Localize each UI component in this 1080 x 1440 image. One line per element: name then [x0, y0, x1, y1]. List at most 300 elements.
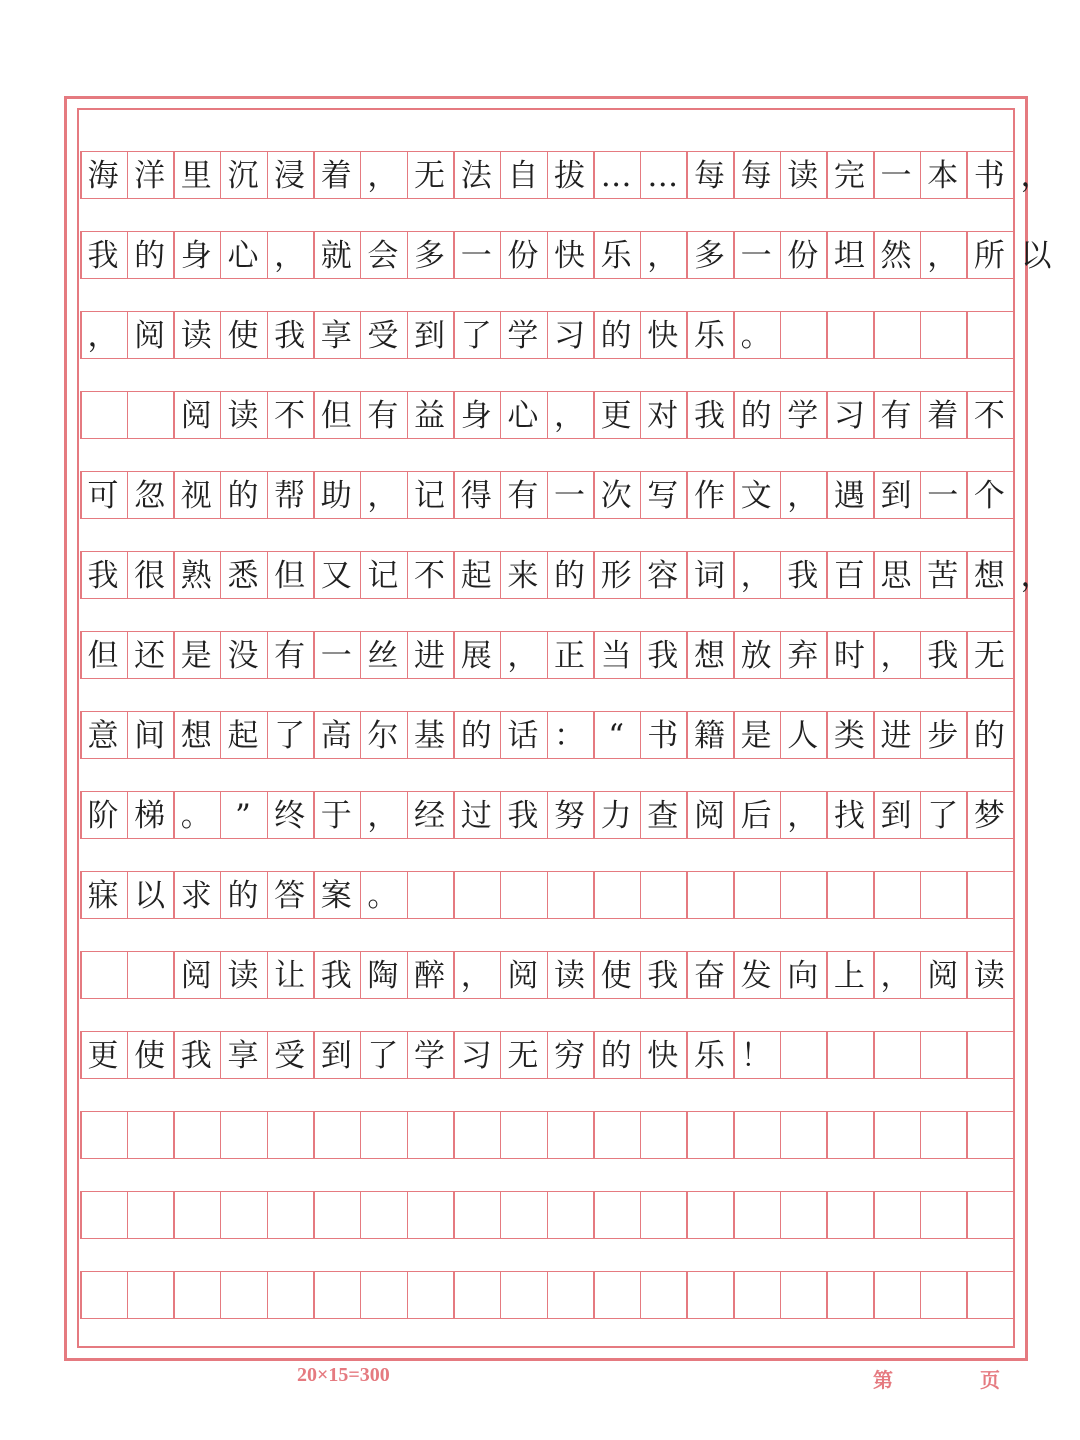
grid-char: 沉 — [227, 158, 259, 194]
grid-char: 还 — [134, 638, 166, 674]
cell-divider — [593, 1272, 595, 1318]
grid-char: 一 — [554, 478, 585, 514]
grid-char: 读 — [554, 958, 585, 994]
grid-row — [80, 551, 1052, 599]
grid-char: 查 — [647, 798, 679, 834]
cell-divider — [920, 1192, 922, 1238]
grid-char: 以 — [134, 878, 166, 914]
grid-char — [80, 952, 126, 1000]
grid-char: 我 — [274, 318, 306, 354]
grid-char: 案 — [320, 878, 352, 914]
grid-row — [80, 631, 1013, 679]
cell-divider — [826, 1032, 828, 1078]
grid-row — [80, 871, 1013, 919]
grid-char: 一 — [927, 478, 959, 514]
grid-char: ， — [880, 958, 912, 994]
grid-char: 书 — [973, 158, 1005, 194]
grid-char: 本 — [927, 158, 959, 194]
grid-char: 自 — [507, 158, 539, 194]
grid-char: 我 — [87, 238, 119, 274]
grid-char: 忽 — [134, 478, 166, 514]
grid-char: 的 — [460, 718, 492, 754]
grid-char: 。 — [367, 878, 399, 914]
cell-divider — [686, 1192, 688, 1238]
cell-divider — [640, 1112, 642, 1158]
grid-row — [80, 1191, 1013, 1239]
grid-char: 里 — [180, 158, 212, 194]
grid-char: 受 — [367, 318, 399, 354]
cell-divider — [966, 1032, 968, 1078]
cell-divider — [640, 1192, 642, 1238]
grid-char: ， — [274, 238, 306, 274]
cell-divider — [267, 1192, 269, 1238]
grid-char: 到 — [320, 1038, 352, 1074]
grid-char: 法 — [460, 158, 492, 194]
grid-char: 悉 — [227, 558, 259, 594]
grid-char: 梦 — [973, 798, 1005, 834]
grid-char: 心 — [227, 238, 259, 274]
cell-divider — [966, 1272, 968, 1318]
grid-char: 次 — [600, 478, 632, 514]
grid-char: 更 — [600, 398, 632, 434]
grid-char: 百 — [833, 558, 865, 594]
grid-char: 帮 — [274, 478, 306, 514]
cell-divider — [966, 1192, 968, 1238]
cell-divider — [686, 1272, 688, 1318]
grid-char: 习 — [833, 398, 865, 434]
cell-divider — [453, 1192, 455, 1238]
grid-char: 使 — [134, 1038, 166, 1074]
cell-divider — [1013, 792, 1015, 838]
grid-char: 人 — [787, 718, 819, 754]
cell-divider — [873, 1112, 875, 1158]
grid-char: 一 — [740, 238, 772, 274]
grid-char: 更 — [87, 1038, 119, 1074]
grid-char: 份 — [507, 238, 539, 274]
grid-row — [80, 711, 1013, 759]
cell-divider — [593, 872, 595, 918]
cell-divider — [1013, 872, 1015, 918]
grid-char — [127, 392, 173, 440]
grid-char: 享 — [320, 318, 352, 354]
grid-char: 的 — [600, 1038, 632, 1074]
grid-row — [80, 791, 1013, 839]
grid-char: 有 — [880, 398, 912, 434]
cell-divider — [407, 1192, 409, 1238]
cell-divider — [1013, 712, 1015, 758]
grid-char: 正 — [554, 638, 585, 674]
cell-divider — [500, 1272, 502, 1318]
cell-divider — [733, 1272, 735, 1318]
grid-char: 意 — [87, 718, 119, 754]
grid-count-label: 20×15=300 — [297, 1364, 390, 1386]
grid-char: ， — [507, 638, 539, 674]
page-prefix-label: 第 — [873, 1370, 893, 1392]
cell-divider — [1013, 312, 1015, 358]
cell-divider — [407, 872, 409, 918]
grid-char: 助 — [320, 478, 352, 514]
cell-divider — [686, 1112, 688, 1158]
grid-char: 就 — [320, 238, 352, 274]
grid-char: 的 — [600, 318, 632, 354]
grid-char: 阅 — [927, 958, 959, 994]
cell-divider — [920, 1112, 922, 1158]
grid-char: 梯 — [134, 798, 166, 834]
grid-char: 所 — [973, 238, 1005, 274]
grid-char: 一 — [460, 238, 492, 274]
grid-char: 我 — [180, 1038, 212, 1074]
grid-char: 我 — [927, 638, 959, 674]
grid-char: 身 — [180, 238, 212, 274]
grid-char: 发 — [740, 958, 772, 994]
grid-char: 习 — [554, 318, 585, 354]
grid-char: 无 — [973, 638, 1005, 674]
grid-char: 有 — [507, 478, 539, 514]
grid-char: 进 — [414, 638, 446, 674]
grid-char: 读 — [227, 958, 259, 994]
cell-divider — [826, 1112, 828, 1158]
grid-char: 我 — [787, 558, 819, 594]
grid-char: 想 — [180, 718, 212, 754]
grid-char: 身 — [460, 398, 492, 434]
cell-divider — [80, 1112, 82, 1158]
grid-char: 容 — [647, 558, 679, 594]
grid-char: 当 — [600, 638, 632, 674]
grid-char: 时 — [833, 638, 865, 674]
grid-char: 多 — [414, 238, 446, 274]
grid-char: 坦 — [833, 238, 865, 274]
cell-divider — [453, 1112, 455, 1158]
grid-char: 籍 — [693, 718, 725, 754]
grid-char: 类 — [833, 718, 865, 754]
grid-char: 乐 — [693, 318, 725, 354]
grid-char: 尔 — [367, 718, 399, 754]
cell-divider — [780, 872, 782, 918]
grid-char: ， — [367, 798, 399, 834]
grid-char: ， — [554, 398, 585, 434]
grid-char: 完 — [833, 158, 865, 194]
grid-char: 学 — [787, 398, 819, 434]
cell-divider — [780, 1112, 782, 1158]
grid-char: 高 — [320, 718, 352, 754]
grid-char: 每 — [693, 158, 725, 194]
cell-divider — [360, 1272, 362, 1318]
grid-char: 。 — [180, 798, 212, 834]
grid-char: 话 — [507, 718, 539, 754]
grid-char: 的 — [554, 558, 585, 594]
cell-divider — [313, 1192, 315, 1238]
grid-char: 寐 — [87, 878, 119, 914]
cell-divider — [826, 1272, 828, 1318]
cell-divider — [1013, 1032, 1015, 1078]
page-suffix-label: 页 — [980, 1370, 1000, 1392]
cell-divider — [873, 312, 875, 358]
cell-divider — [1013, 952, 1015, 998]
grid-row — [80, 1111, 1013, 1159]
grid-char: 的 — [227, 878, 259, 914]
grid-char: 对 — [647, 398, 679, 434]
cell-divider — [173, 1192, 175, 1238]
cell-divider — [640, 1272, 642, 1318]
grid-char: 着 — [927, 398, 959, 434]
grid-char: 读 — [787, 158, 819, 194]
cell-divider — [593, 1192, 595, 1238]
cell-divider — [920, 312, 922, 358]
cell-divider — [313, 1272, 315, 1318]
cell-divider — [267, 1112, 269, 1158]
cell-divider — [360, 1112, 362, 1158]
grid-char: 苦 — [927, 558, 959, 594]
cell-divider — [780, 312, 782, 358]
grid-char: 使 — [227, 318, 259, 354]
grid-char: 书 — [647, 718, 679, 754]
grid-char: 记 — [414, 478, 446, 514]
grid-char: 快 — [647, 1038, 679, 1074]
grid-char: 穷 — [554, 1038, 585, 1074]
grid-char: 不 — [414, 558, 446, 594]
grid-char: 习 — [460, 1038, 492, 1074]
grid-char: 使 — [600, 958, 632, 994]
grid-char: 求 — [180, 878, 212, 914]
grid-char: 学 — [414, 1038, 446, 1074]
grid-char: 醉 — [414, 958, 446, 994]
cell-divider — [220, 1272, 222, 1318]
grid-row — [80, 391, 1013, 439]
cell-divider — [547, 872, 549, 918]
grid-char: 了 — [460, 318, 492, 354]
grid-char: 于 — [320, 798, 352, 834]
grid-char: ， — [1020, 158, 1052, 194]
grid-char: 作 — [693, 478, 725, 514]
grid-char: 浸 — [274, 158, 306, 194]
grid-char: 阶 — [87, 798, 119, 834]
cell-divider — [966, 872, 968, 918]
cell-divider — [966, 312, 968, 358]
grid-char: ” — [235, 798, 251, 834]
grid-char: 丝 — [367, 638, 399, 674]
grid-char: 海 — [87, 158, 119, 194]
grid-char: 然 — [880, 238, 912, 274]
grid-char: 可 — [87, 478, 119, 514]
grid-char: 上 — [833, 958, 865, 994]
grid-char: 基 — [414, 718, 446, 754]
grid-char: 间 — [134, 718, 166, 754]
cell-divider — [267, 1272, 269, 1318]
grid-char: 读 — [973, 958, 1005, 994]
grid-char: 但 — [274, 558, 306, 594]
cell-divider — [873, 1192, 875, 1238]
grid-char: ！ — [740, 1038, 772, 1074]
grid-char: 了 — [927, 798, 959, 834]
grid-char: 是 — [180, 638, 212, 674]
cell-divider — [173, 1112, 175, 1158]
grid-char: ， — [927, 238, 959, 274]
grid-char: 一 — [880, 158, 912, 194]
grid-char: 到 — [880, 478, 912, 514]
cell-divider — [920, 1032, 922, 1078]
grid-char: 到 — [414, 318, 446, 354]
grid-char: 阅 — [507, 958, 539, 994]
grid-char: 乐 — [693, 1038, 725, 1074]
cell-divider — [127, 1112, 129, 1158]
grid-char: 的 — [740, 398, 772, 434]
grid-char: 阅 — [693, 798, 725, 834]
grid-char: ， — [740, 558, 772, 594]
grid-char: 不 — [973, 398, 1005, 434]
grid-char: 起 — [227, 718, 259, 754]
cell-divider — [547, 1272, 549, 1318]
cell-divider — [1013, 1112, 1015, 1158]
grid-row — [80, 151, 1052, 199]
grid-char: ， — [367, 478, 399, 514]
grid-char: ， — [367, 158, 399, 194]
grid-char: 我 — [320, 958, 352, 994]
grid-char — [80, 392, 126, 440]
grid-char: ， — [787, 798, 819, 834]
grid-char: 文 — [740, 478, 772, 514]
grid-char: 熟 — [180, 558, 212, 594]
grid-char: “ — [608, 718, 625, 754]
cell-divider — [407, 1112, 409, 1158]
grid-char: 个 — [973, 478, 1005, 514]
grid-char: 终 — [274, 798, 306, 834]
grid-char: 得 — [460, 478, 492, 514]
grid-char: 进 — [880, 718, 912, 754]
grid-char: 放 — [740, 638, 772, 674]
grid-char: 想 — [693, 638, 725, 674]
grid-char: 但 — [320, 398, 352, 434]
grid-char: 阅 — [180, 958, 212, 994]
grid-char: ， — [880, 638, 912, 674]
grid-char: 陶 — [367, 958, 399, 994]
grid-char: 洋 — [134, 158, 166, 194]
cell-divider — [547, 1112, 549, 1158]
cell-divider — [920, 872, 922, 918]
grid-char: 努 — [554, 798, 585, 834]
cell-divider — [780, 1032, 782, 1078]
grid-char: 着 — [320, 158, 352, 194]
grid-char: 心 — [507, 398, 539, 434]
cell-divider — [80, 1272, 82, 1318]
cell-divider — [453, 1272, 455, 1318]
grid-char: 答 — [274, 878, 306, 914]
grid-char: 每 — [740, 158, 772, 194]
grid-char: 的 — [134, 238, 166, 274]
grid-char: 遇 — [833, 478, 865, 514]
cell-divider — [873, 872, 875, 918]
grid-row — [80, 311, 1013, 359]
grid-char: … — [600, 158, 632, 194]
grid-char: 拔 — [554, 158, 585, 194]
grid-char: 学 — [507, 318, 539, 354]
grid-char: 向 — [787, 958, 819, 994]
grid-char: 我 — [647, 958, 679, 994]
grid-char: ， — [787, 478, 819, 514]
grid-char: ， — [87, 318, 119, 354]
grid-char: 弃 — [787, 638, 819, 674]
cell-divider — [1013, 1192, 1015, 1238]
grid-char: ， — [647, 238, 679, 274]
grid-char: 找 — [833, 798, 865, 834]
cell-divider — [966, 1112, 968, 1158]
cell-divider — [407, 1272, 409, 1318]
cell-divider — [500, 872, 502, 918]
cell-divider — [127, 1192, 129, 1238]
grid-char: 以 — [1020, 238, 1052, 274]
grid-char: 起 — [460, 558, 492, 594]
grid-char: 读 — [227, 398, 259, 434]
grid-char: 无 — [414, 158, 446, 194]
grid-char: 想 — [973, 558, 1005, 594]
cell-divider — [733, 1192, 735, 1238]
cell-divider — [220, 1192, 222, 1238]
cell-divider — [686, 872, 688, 918]
grid-char: 又 — [320, 558, 352, 594]
cell-divider — [220, 1112, 222, 1158]
cell-divider — [547, 1192, 549, 1238]
grid-char: 益 — [414, 398, 446, 434]
grid-char: 阅 — [180, 398, 212, 434]
grid-char: 视 — [180, 478, 212, 514]
grid-char: 了 — [367, 1038, 399, 1074]
cell-divider — [453, 872, 455, 918]
grid-char: 会 — [367, 238, 399, 274]
grid-row — [80, 1031, 1013, 1079]
grid-char: 没 — [227, 638, 259, 674]
grid-char: 的 — [227, 478, 259, 514]
grid-char: 的 — [973, 718, 1005, 754]
grid-char: 来 — [507, 558, 539, 594]
grid-char: 让 — [274, 958, 306, 994]
cell-divider — [80, 1192, 82, 1238]
grid-char: 记 — [367, 558, 399, 594]
cell-divider — [1013, 472, 1015, 518]
grid-char: 但 — [87, 638, 119, 674]
grid-char: 力 — [600, 798, 632, 834]
grid-char: 无 — [507, 1038, 539, 1074]
grid-char: ： — [554, 718, 585, 754]
grid-char: ， — [460, 958, 492, 994]
grid-char — [127, 952, 173, 1000]
cell-divider — [873, 1032, 875, 1078]
grid-char: 我 — [693, 398, 725, 434]
cell-divider — [826, 312, 828, 358]
grid-char: 有 — [367, 398, 399, 434]
grid-row — [80, 1271, 1013, 1319]
grid-char: 不 — [274, 398, 306, 434]
grid-char: 快 — [554, 238, 585, 274]
cell-divider — [593, 1112, 595, 1158]
cell-divider — [1013, 632, 1015, 678]
grid-char: 奋 — [693, 958, 725, 994]
cell-divider — [873, 1272, 875, 1318]
grid-char: 有 — [274, 638, 306, 674]
grid-char: … — [647, 158, 679, 194]
cell-divider — [127, 1272, 129, 1318]
grid-row — [80, 231, 1052, 279]
grid-char: 快 — [647, 318, 679, 354]
cell-divider — [500, 1112, 502, 1158]
grid-char: 展 — [460, 638, 492, 674]
grid-row — [80, 951, 1013, 999]
cell-divider — [780, 1192, 782, 1238]
grid-char: 后 — [740, 798, 772, 834]
cell-divider — [920, 1272, 922, 1318]
grid-char: 阅 — [134, 318, 166, 354]
cell-divider — [733, 1112, 735, 1158]
cell-divider — [1013, 1272, 1015, 1318]
grid-char: 受 — [274, 1038, 306, 1074]
